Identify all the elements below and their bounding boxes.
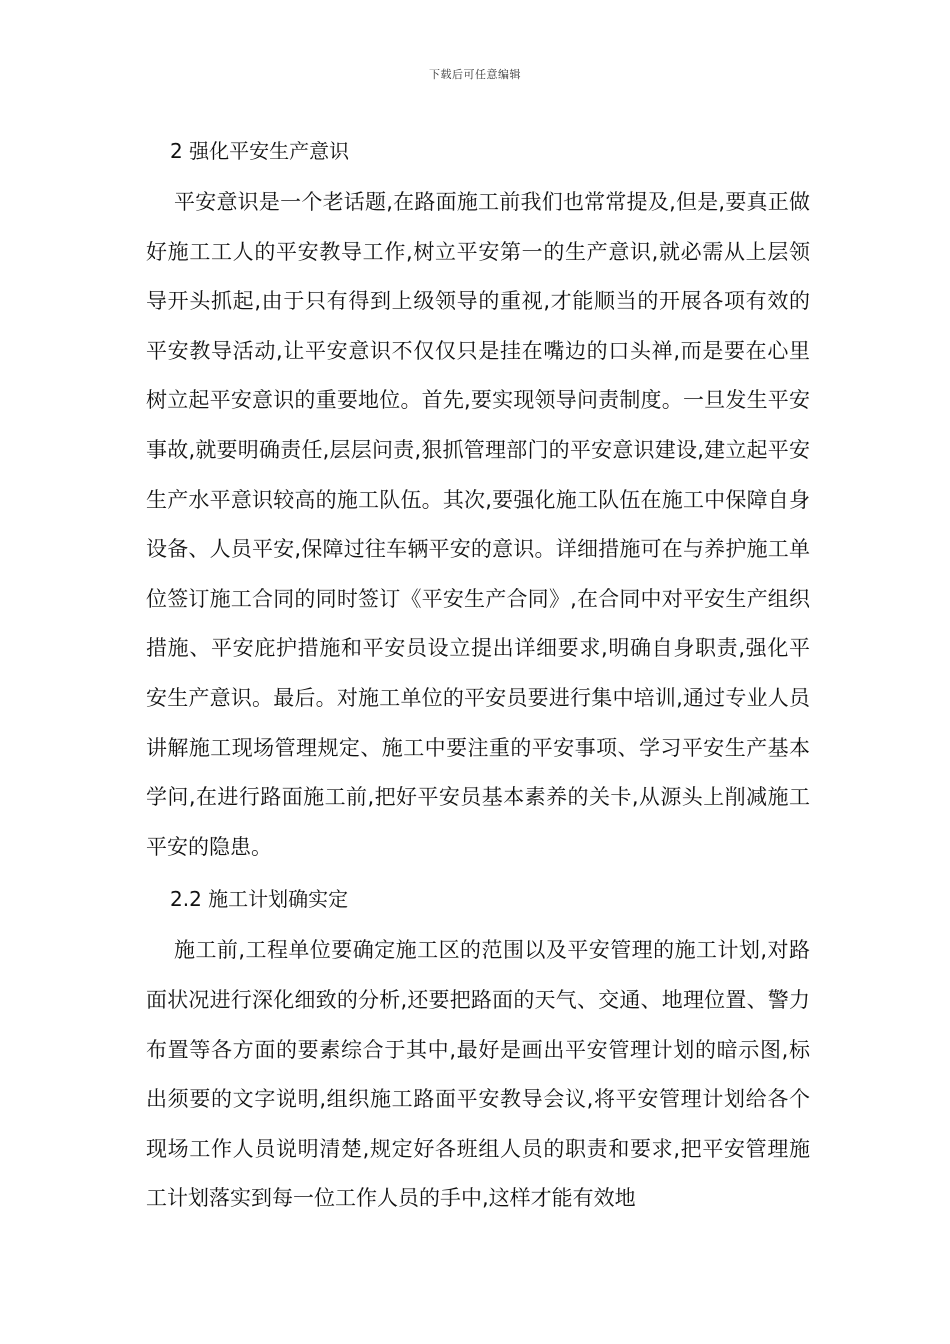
section-heading: 2.2 施工计划确实定	[170, 887, 349, 912]
section-paragraph: 施工前,工程单位要确定施工区的范围以及平安管理的施工计划,对路面状况进行深化细致的分析,还要把路面的天气、交通、地理位置、警力布置等各方面的要素综合于其中,最好是画出平安管理计划的暗示图,标出须要的文字说明,组织施工路面平安教导会议,将平安管理计划给各个现场工作人员说明清楚,规定好各班组人员的职责和要求,把平安管理施工计划落实到每一位工作人员的手中,这样才能有效地	[146, 938, 810, 1211]
section-paragraph: 平安意识是一个老话题,在路面施工前我们也常常提及,但是,要真正做好施工工人的平安教导工作,树立平安第一的生产意识,就必需从上层领导开头抓起,由于只有得到上级领导的重视,才能顺当的开展各项有效的平安教导活动,让平安意识不仅仅只是挂在嘴边的口头禅,而是要在心里树立起平安意识的重要地位。首先,要实现领导问责制度。一旦发生平安事故,就要明确责任,层层问责,狠抓管理部门的平安意识建设,建立起平安生产水平意识较高的施工队伍。其次,要强化施工队伍在施工中保障自身设备、人员平安,保障过往车辆平安的意识。详细措施可在与养护施工单位签订施工合同的同时签订《平安生产合同》,在合同中对平安生产组织措施、平安庇护措施和平安员设立提出详细要求,明确自身职责,强化平安生产意识。最后。对施工单位的平安员要进行集中培训,通过专业人员讲解施工现场管理规定、施工中要注重的平安事项、学习平安生产基本学问,在进行路面施工前,把好平安员基本素养的关卡,从源头上削减施工平安的隐患。	[146, 190, 810, 859]
section-heading: 2 强化平安生产意识	[170, 139, 350, 163]
document-body	[146, 128, 810, 1224]
header-note: 下载后可任意编辑	[429, 68, 521, 81]
